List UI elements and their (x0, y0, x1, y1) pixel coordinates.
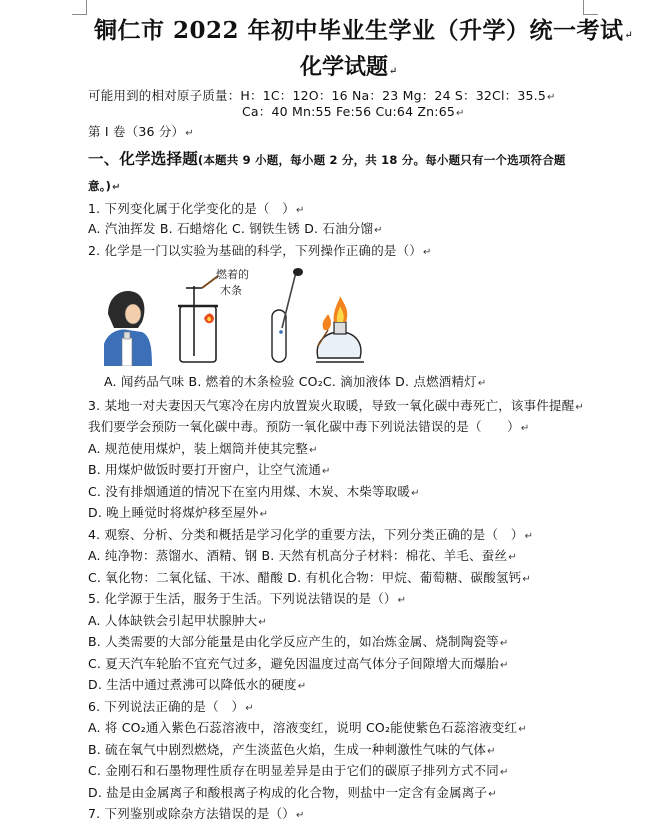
lab-operations-figure (100, 266, 368, 366)
svg-text:木条: 木条 (220, 284, 242, 297)
gas-jar-burning-stick-illustration (178, 267, 249, 362)
question-5-option-a: A. 人体缺铁会引起甲状腺肿大↵ (88, 613, 267, 628)
question-4-option-ab: A. 纯净物：蒸馏水、酒精、钢 B. 天然有机高分子材料：棉花、羊毛、蚕丝↵ (88, 548, 517, 563)
question-3-option-b: B. 用煤炉做饭时要打开窗户，让空气流通↵ (88, 462, 331, 477)
question-6-stem: 6. 下列说法正确的是（ ）↵ (88, 699, 254, 714)
question-5-option-b: B. 人类需要的大部分能量是由化学反应产生的，如冶炼金属、烧制陶瓷等↵ (88, 634, 509, 649)
question-7-stem: 7. 下列鉴别或除杂方法错误的是（）↵ (88, 806, 305, 821)
exam-title: 铜仁市 2022 年初中毕业生学业（升学）统一考试↵ (94, 17, 634, 44)
page-corner-mark-left (72, 0, 87, 15)
smelling-person-illustration (104, 291, 152, 366)
atomic-mass-line-2: Ca：40 Mn:55 Fe:56 Cu:64 Zn:65↵ (242, 104, 465, 119)
question-2-stem: 2. 化学是一门以实验为基础的科学，下列操作正确的是（）↵ (88, 243, 432, 258)
question-3-option-a: A. 规范使用煤炉，装上烟筒并使其完整↵ (88, 441, 318, 456)
question-3-option-d: D. 晚上睡觉时将煤炉移至屋外↵ (88, 505, 269, 520)
question-3-stem: 3. 某地一对夫妻因天气寒冷在房内放置炭火取暖，导致一氧化碳中毒死亡，该事件提醒↵ (88, 398, 584, 413)
atomic-mass-line-1: 可能用到的相对原子质量：H：1C：12O：16 Na：23 Mg：24 S：32Cl：35.5↵ (88, 88, 556, 103)
question-6-option-d: D. 盐是由金属离子和酸根离子构成的化合物，则盐中一定含有金属离子↵ (88, 785, 497, 800)
question-4-option-cd: C. 氧化物：二氧化锰、干冰、醋酸 D. 有机化合物：甲烷、葡萄糖、碳酸氢钙↵ (88, 570, 531, 585)
question-6-option-a: A. 将 CO₂通入紫色石蕊溶液中，溶液变红，说明 CO₂能使紫色石蕊溶液变红↵ (88, 720, 527, 735)
section-heading-cont: 意。)↵ (88, 179, 121, 193)
volume-label: 第 I 卷（36 分）↵ (88, 124, 194, 139)
question-5-stem: 5. 化学源于生活，服务于生活。下列说法错误的是（）↵ (88, 591, 407, 606)
question-6-option-b: B. 硫在氧气中剧烈燃烧，产生淡蓝色火焰，生成一种刺激性气味的气体↵ (88, 742, 496, 757)
question-5-option-d: D. 生活中通过煮沸可以降低水的硬度↵ (88, 677, 307, 692)
question-3-option-c: C. 没有排烟通道的情况下在室内用煤、木炭、木柴等取暖↵ (88, 484, 420, 499)
question-4-stem: 4. 观察、分析、分类和概括是学习化学的重要方法，下列分类正确的是（ ）↵ (88, 527, 534, 542)
section-heading: 一、化学选择题(本题共 9 小题，每小题 2 分，共 18 分。每小题只有一个选项符合题 (88, 150, 566, 168)
question-1-options: A. 汽油挥发 B. 石蜡熔化 C. 钢铁生锈 D. 石油分馏↵ (88, 221, 383, 236)
question-1-stem: 1. 下列变化属于化学变化的是（ ）↵ (88, 201, 305, 216)
question-3-stem-cont: 我们要学会预防一氧化碳中毒。预防一氧化碳中毒下列说法错误的是（ ）↵ (88, 419, 530, 434)
alcohol-lamp-illustration (316, 296, 364, 362)
section-note: (本题共 9 小题，每小题 2 分，共 18 分。每小题只有一个选项符合题 (197, 153, 566, 167)
svg-text:燃着的: 燃着的 (216, 268, 249, 281)
exam-subtitle: 化学试题↵ (300, 54, 398, 80)
question-2-options: A. 闻药品气味 B. 燃着的木条检验 CO₂C. 滴加液体 D. 点燃酒精灯↵ (104, 374, 487, 389)
dropper-test-tube-illustration (272, 268, 303, 362)
question-6-option-c: C. 金刚石和石墨物理性质存在明显差异是由于它们的碳原子排列方式不同↵ (88, 763, 509, 778)
question-5-option-c: C. 夏天汽车轮胎不宜充气过多，避免因温度过高气体分子间隙增大而爆胎↵ (88, 656, 509, 671)
